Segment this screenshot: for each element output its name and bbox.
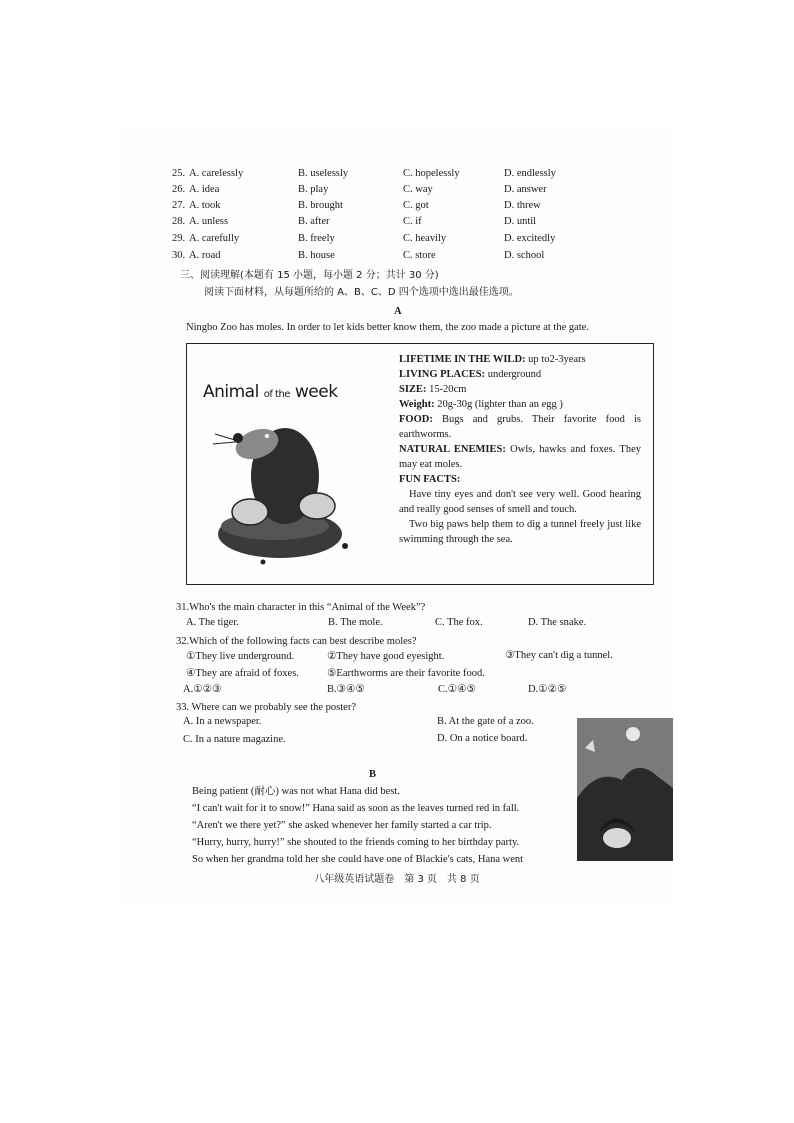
mole-right-paw	[299, 493, 335, 519]
mole-nose	[233, 433, 243, 443]
passage-b-line: So when her grandma told her she could have one of Blackie's cats, Hana went	[192, 854, 524, 865]
passage-b-line: “I can't wait for it to snow!” Hana said as soon as the leaves turned red in fall.	[192, 803, 520, 814]
option-row: 30. A. road B. house C. store D. school	[172, 250, 545, 261]
mole-eye	[265, 434, 269, 438]
question-33: 33. Where can we probably see the poster?	[176, 702, 356, 713]
passage-a-intro: Ningbo Zoo has moles. In order to let kids better know them, the zoo made a picture at the gate.	[186, 322, 589, 333]
option-row: 29. A. carefully B. freely C. heavily D. excitedly	[172, 233, 556, 244]
question-32: 32.Which of the following facts can best describe moles?	[176, 636, 417, 647]
page-footer: 八年级英语试题卷 第 3 页 共 8 页	[314, 874, 480, 885]
girl-face	[603, 828, 631, 848]
animal-poster	[186, 343, 654, 585]
passage-b-line: “Hurry, hurry, hurry!” she shouted to the friends coming to her birthday party.	[192, 837, 520, 848]
girl-cat-illustration	[577, 718, 673, 861]
poster-title: Animal of the week	[203, 382, 338, 402]
section-heading: 三、阅读理解(本题有 15 小题，每小题 2 分；共计 30 分)	[180, 270, 439, 281]
section-instruction: 阅读下面材料，从每题所给的 A、B、C、D 四个选项中选出最佳选项。	[204, 287, 519, 298]
option-row: 28. A. unless B. after C. if D. until	[172, 216, 537, 227]
passage-b-line: Being patient (耐心) was not what Hana did best.	[192, 786, 400, 797]
option-row: 27. A. took B. brought C. got D. threw	[172, 200, 541, 211]
option-row: 26. A. idea B. play C. way D. answer	[172, 184, 547, 195]
mole-left-paw	[232, 499, 268, 525]
mole-illustration	[205, 406, 355, 566]
story-illustration	[577, 718, 673, 861]
option-row: 25. A. carelessly B. uselessly C. hopelessly D. endlessly	[172, 168, 556, 179]
passage-letter-a: A	[394, 306, 402, 317]
moon-icon	[626, 727, 640, 741]
poster-info: LIFETIME IN THE WILD: up to2-3years LIVING PLACES: underground SIZE: 15-20cm Weight: 20g-30g (lighter than an egg ) FOOD: Bugs and grubs. Their favorite food is earthworms. NATURAL ENEMIES: Owls, hawks and foxes. They may eat moles. FUN FACTS: Have tiny eyes and don't see very well. Good hearing and really good senses of smell and touch. Two big paws help them to dig a tunnel freely just like swimming through the sea.	[399, 354, 641, 545]
question-31: 31.Who's the main character in this “Animal of the Week”?	[176, 602, 426, 613]
passage-b-line: “Aren't we there yet?” she asked whenever her family started a car trip.	[192, 820, 492, 831]
passage-letter-b: B	[369, 769, 377, 780]
dirt-clump	[261, 560, 266, 565]
dirt-clump	[342, 543, 348, 549]
whisker	[215, 434, 235, 440]
whisker	[213, 442, 235, 444]
